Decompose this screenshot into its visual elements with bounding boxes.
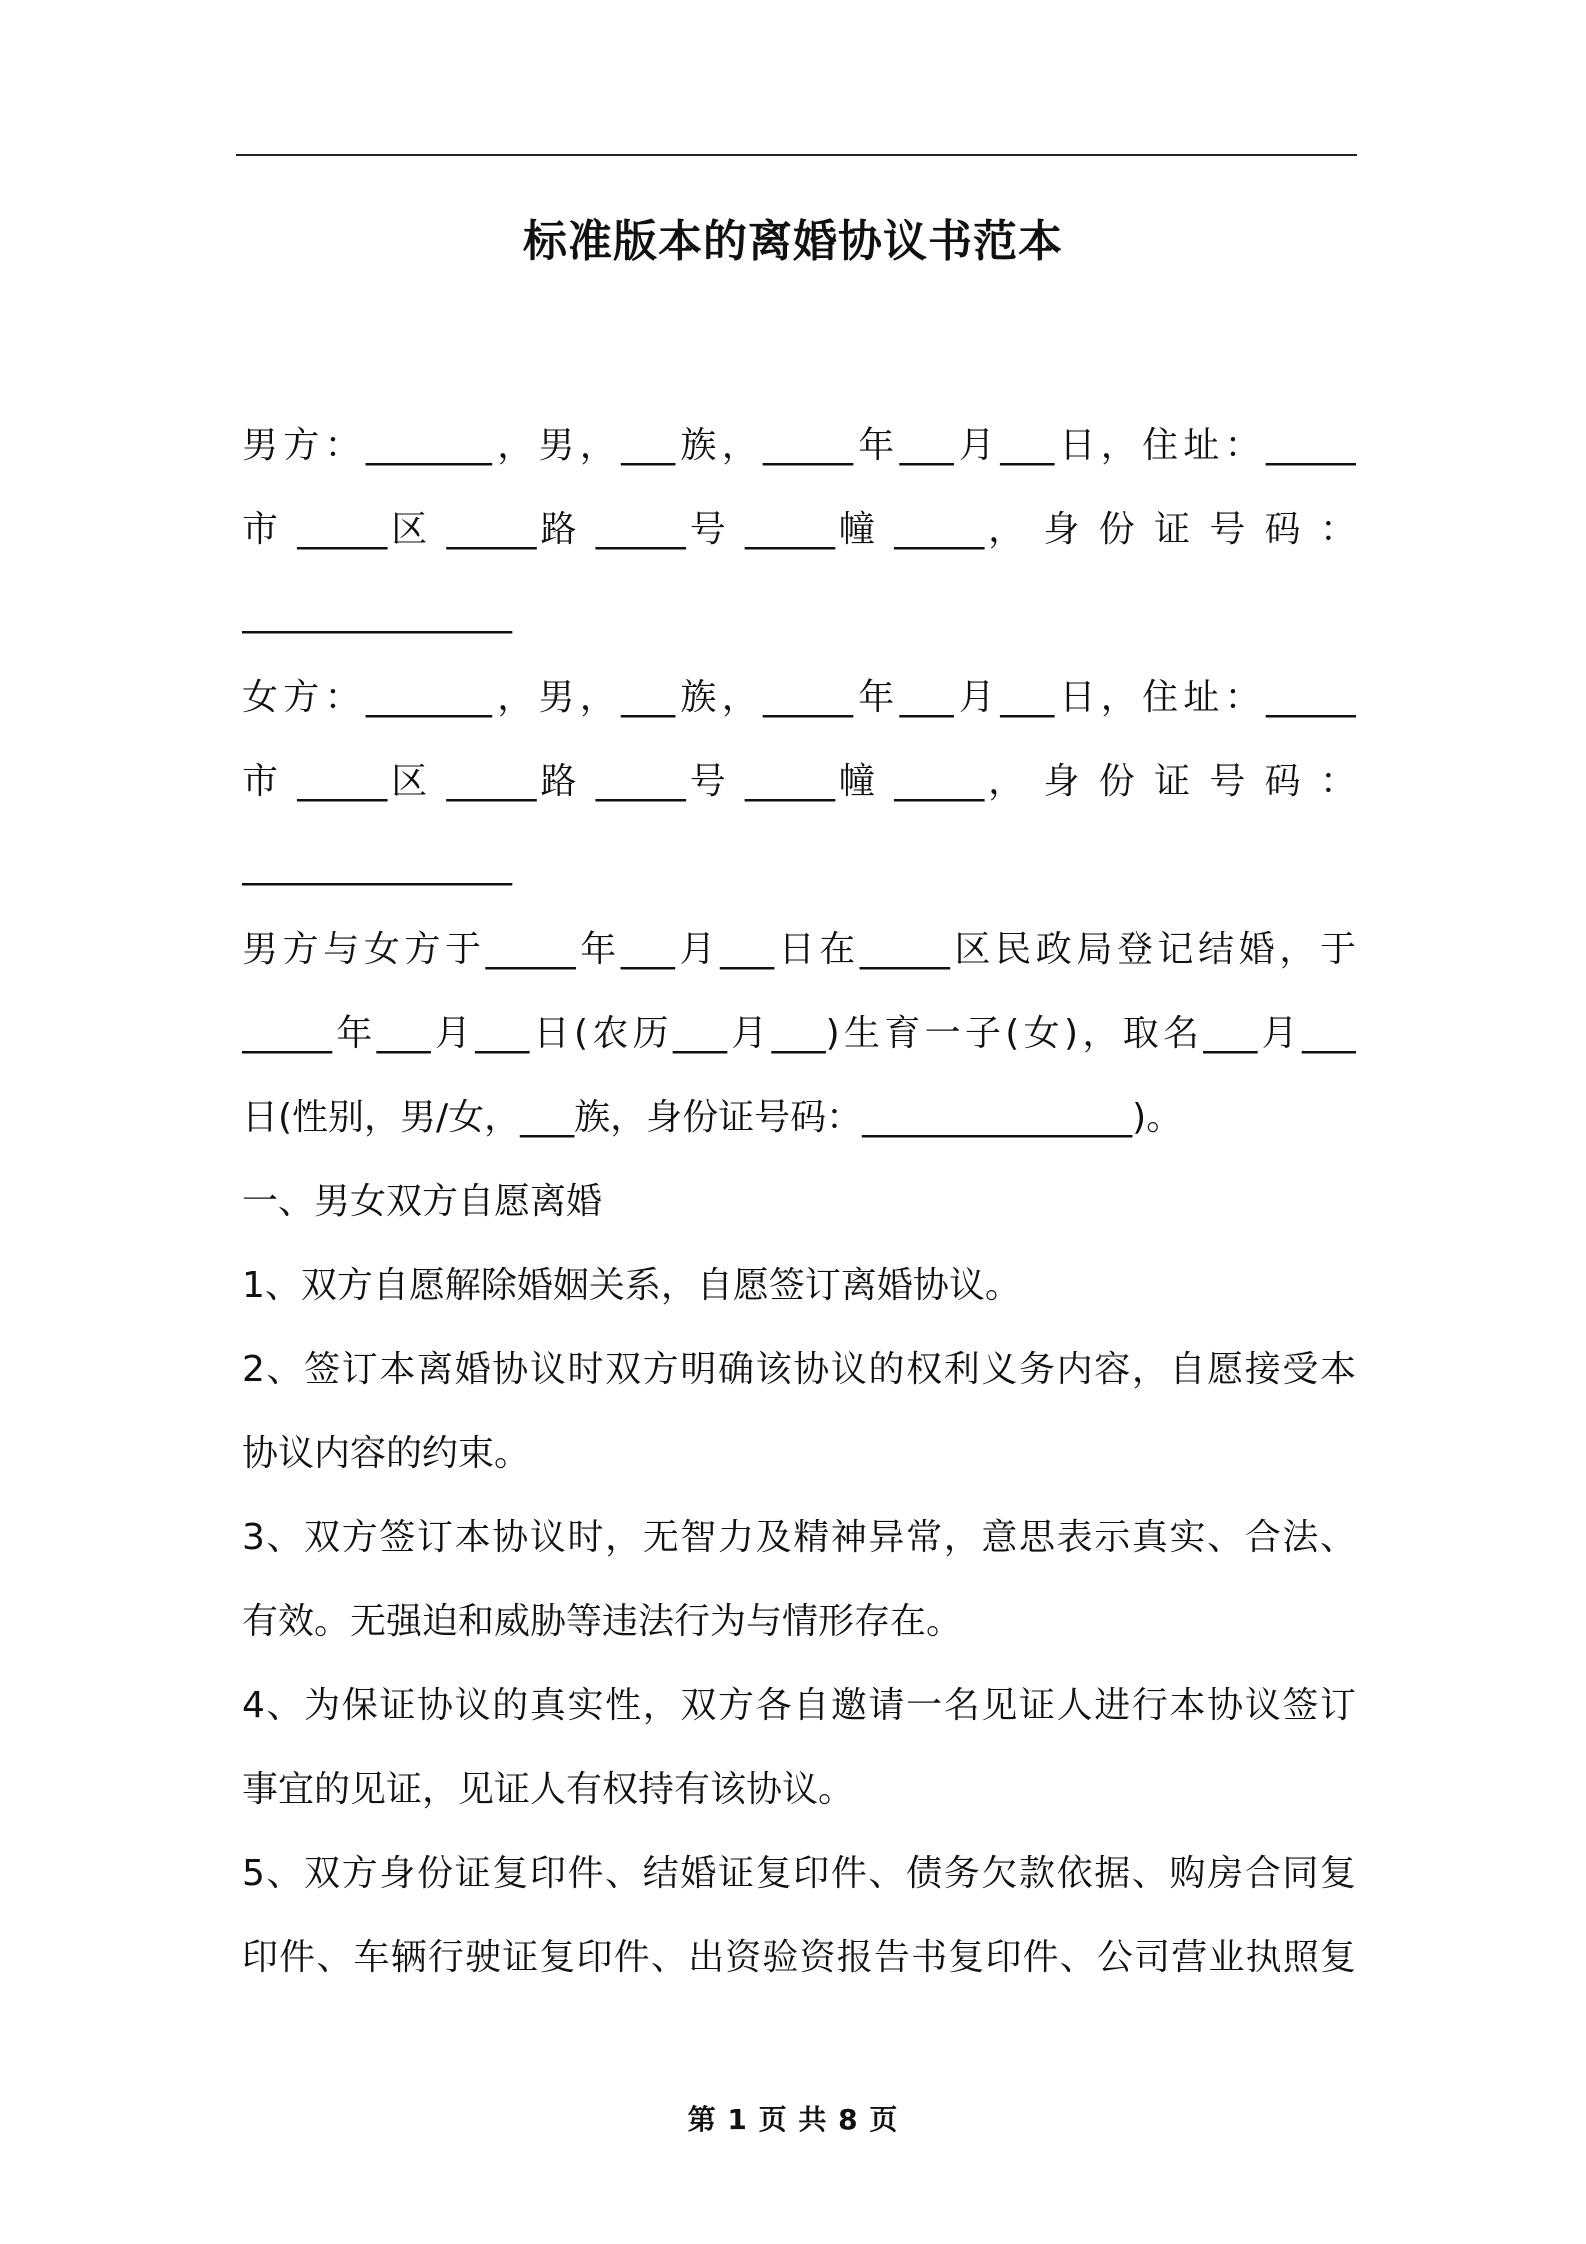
clause-4-line-2: 事宜的见证，见证人有权持有该协议。 [242, 1769, 855, 1810]
clause-1: 1、双方自愿解除婚姻关系，自愿签订离婚协议。 [242, 1265, 1021, 1306]
clause-4-line-1: 4、为保证协议的真实性，双方各自邀请一名见证人进行本协议签订 [242, 1685, 1356, 1726]
male-party-line-1: 男方：_______，男，___族，_____年___月___日，住址：_____ [242, 425, 1356, 466]
male-party-line-2: 市 _____区 _____路 _____号 _____幢 _____， 身 份 证 号 码 ： [242, 509, 1356, 550]
clause-3-line-1: 3、双方签订本协议时，无智力及精神异常，意思表示真实、合法、 [242, 1517, 1356, 1558]
clause-2-line-2: 协议内容的约束。 [242, 1433, 531, 1474]
female-party-line-2: 市 _____区 _____路 _____号 _____幢 _____， 身 份 证 号 码 ： [242, 761, 1356, 802]
document-body [242, 404, 1356, 2000]
female-id-blank: _______________ [242, 845, 512, 886]
header-rule [236, 154, 1357, 156]
marriage-info-line-3: 日(性别，男/女，___族，身份证号码：_______________)。 [242, 1097, 1183, 1138]
section-heading: 一、男女双方自愿离婚 [242, 1181, 603, 1222]
marriage-info-line-2: _____年___月___日(农历___月___)生育一子(女)，取名___月___ [242, 1013, 1356, 1054]
clause-5-line-2: 印件、车辆行驶证复印件、出资验资报告书复印件、公司营业执照复 [242, 1937, 1356, 1978]
clause-5-line-1: 5、双方身份证复印件、结婚证复印件、债务欠款依据、购房合同复 [242, 1853, 1356, 1894]
page-number: 第 1 页 共 8 页 [687, 2103, 899, 2136]
marriage-info-line-1: 男方与女方于_____年___月___日在_____区民政局登记结婚，于 [242, 929, 1356, 970]
female-party-line-1: 女方：_______，男，___族，_____年___月___日，住址：_____ [242, 677, 1356, 718]
male-id-blank: _______________ [242, 593, 512, 634]
clause-2-line-1: 2、签订本离婚协议时双方明确该协议的权利义务内容，自愿接受本 [242, 1349, 1356, 1390]
document-title: 标准版本的离婚协议书范本 [523, 216, 1063, 267]
clause-3-line-2: 有效。无强迫和威胁等违法行为与情形存在。 [242, 1601, 963, 1642]
